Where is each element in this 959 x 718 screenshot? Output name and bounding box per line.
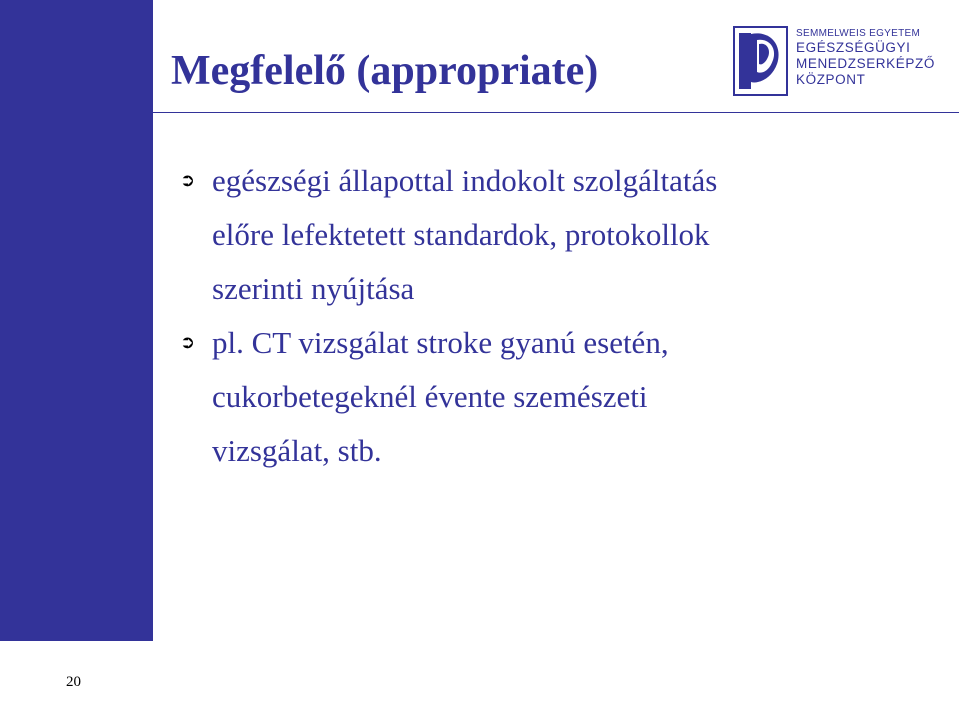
- bullet-item: [180, 154, 940, 316]
- university-logo-icon: [733, 26, 788, 96]
- bullet-line: szerinti nyújtása: [212, 271, 415, 306]
- bullet-line: pl. CT vizsgálat stroke gyanú esetén,: [212, 325, 669, 360]
- sidebar-band: [0, 0, 153, 718]
- arrow-bullet-icon: ➲: [180, 170, 196, 191]
- bullet-item: [180, 316, 940, 478]
- bullet-line: vizsgálat, stb.: [212, 433, 382, 468]
- bullet-line: előre lefektetett standardok, protokollok: [212, 217, 710, 252]
- logo-text: [796, 28, 935, 88]
- title-divider: [95, 112, 959, 113]
- logo-line-2: EGÉSZSÉGÜGYI: [796, 40, 911, 55]
- bullet-list: [180, 154, 940, 478]
- logo-line-3: MENEDZSERKÉPZŐ: [796, 56, 935, 71]
- slide-title: Megfelelő (appropriate): [171, 48, 599, 94]
- bullet-line: egészségi állapottal indokolt szolgáltatás: [212, 163, 718, 198]
- page-number: 20: [66, 674, 81, 690]
- logo-line-1: SEMMELWEIS EGYETEM: [796, 28, 921, 39]
- arrow-bullet-icon: ➲: [180, 332, 196, 353]
- logo-line-4: KÖZPONT: [796, 72, 866, 87]
- bullet-line: cukorbetegeknél évente szemészeti: [212, 379, 648, 414]
